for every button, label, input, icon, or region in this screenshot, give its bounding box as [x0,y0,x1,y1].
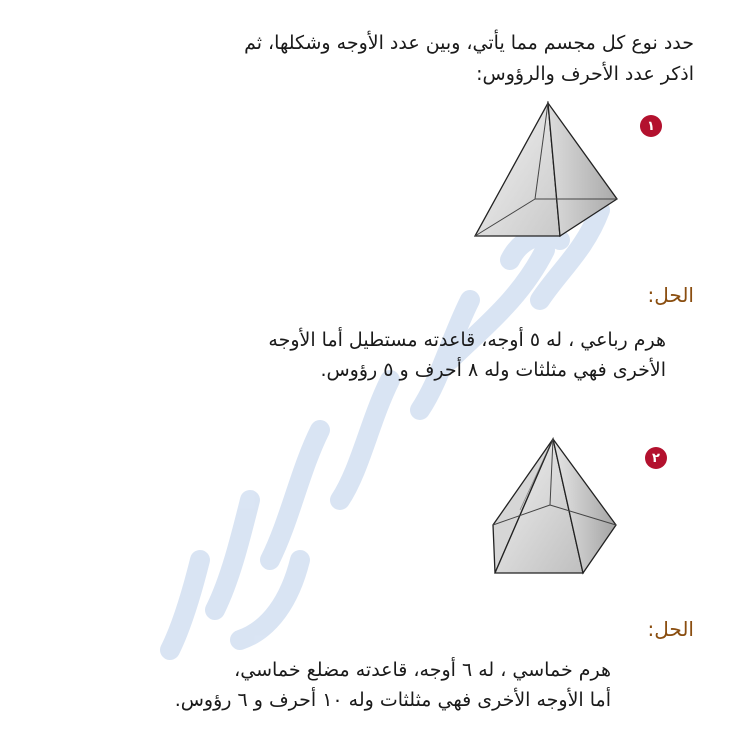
question-line-1: حدد نوع كل مجسم مما يأتي، وبين عدد الأوجه وشكلها، ثم [244,32,694,54]
answer-line-2: أما الأوجه الأخرى فهي مثلثات وله ١٠ أحرف و ٦ رؤوس. [174,689,611,711]
answer-text [51,655,611,715]
answer-line-2: الأخرى فهي مثلثات وله ٨ أحرف و ٥ رؤوس. [320,359,666,381]
answer-line-1: هرم رباعي ، له ٥ أوجه، قاعدته مستطيل أما الأوجه [268,329,666,351]
problem-number-badge: ٢ [645,447,667,469]
solution-label: الحل: [647,283,694,307]
answer-line-1: هرم خماسي ، له ٦ أوجه، قاعدته مضلع خماسي، [234,659,611,681]
solution-label: الحل: [647,617,694,641]
problem-number-badge: ١ [640,115,662,137]
question-line-2: اذكر عدد الأحرف والرؤوس: [476,63,694,85]
